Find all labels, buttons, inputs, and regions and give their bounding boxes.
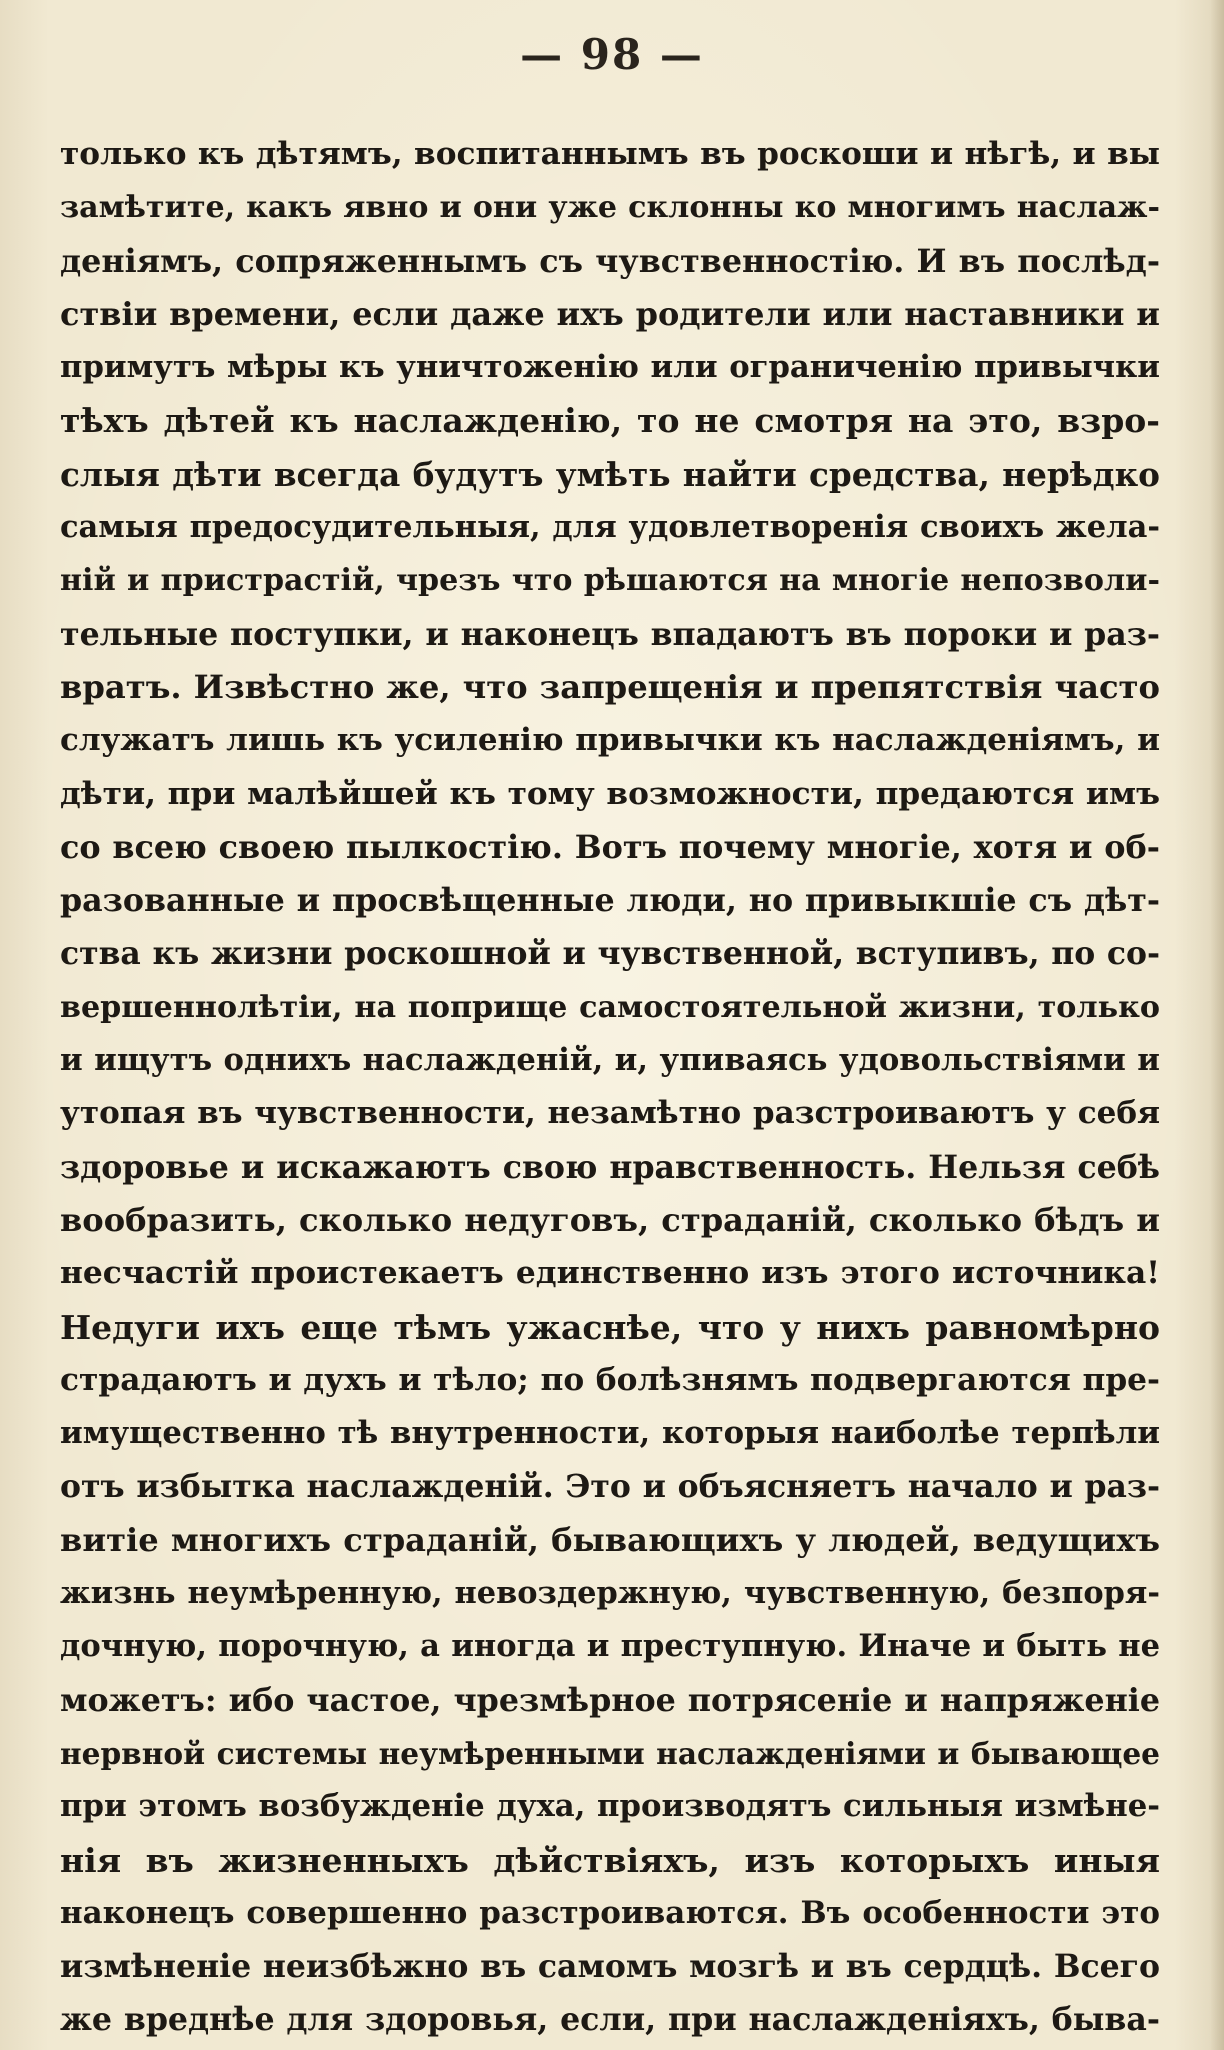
text-line: разованные и просвѣщенные люди, но привыкшіе съ дѣт-: [60, 882, 1160, 920]
text-line: жизнь неумѣренную, невоздержную, чувственную, безпоря-: [60, 1575, 1160, 1612]
text-line: измѣненіе неизбѣжно въ самомъ мозгѣ и въ сердцѣ. Всего: [60, 1948, 1160, 1986]
text-line: при этомъ возбужденіе духа, производятъ сильныя измѣне-: [60, 1788, 1160, 1825]
text-line: тельные поступки, и наконецъ впадаютъ въ пороки и раз-: [60, 615, 1160, 653]
text-line: нервной системы неумѣренными наслажденіями и бывающее: [60, 1735, 1160, 1771]
text-line: нія въ жизненныхъ дѣйствіяхъ, изъ которыхъ иныя: [60, 1840, 1160, 1880]
text-line: можетъ: ибо частое, чрезмѣрное потрясеніе и напряженіе: [60, 1681, 1160, 1719]
text-line: служатъ лишь къ усиленію привычки къ наслажденіямъ, и: [60, 722, 1160, 759]
text-line: Недуги ихъ еще тѣмъ ужаснѣе, что у нихъ равномѣрно: [60, 1307, 1160, 1347]
text-line: тѣхъ дѣтей къ наслажденію, то не смотря на это, взро-: [60, 401, 1160, 441]
text-line: деніямъ, сопряженнымъ съ чувственностію. И въ послѣд-: [60, 242, 1160, 280]
text-line: ствіи времени, если даже ихъ родители или наставники и: [60, 294, 1160, 333]
text-line: вообразить, сколько недуговъ, страданій, сколько бѣдъ и: [60, 1200, 1160, 1239]
text-line: только къ дѣтямъ, воспитаннымъ въ роскоши и нѣгѣ, и вы: [60, 136, 1160, 172]
text-line: же вреднѣе для здоровья, если, при наслажденіяхъ, быва-: [60, 2001, 1160, 2039]
text-line: слыя дѣти всегда будутъ умѣть найти средства, нерѣдко: [60, 454, 1160, 494]
text-line: и ищутъ однихъ наслажденій, и, упиваясь удовольствіями и: [60, 1042, 1160, 1079]
text-line: ній и пристрастій, чрезъ что рѣшаются на многіе непозволи-: [60, 563, 1160, 599]
text-line: имущественно тѣ внутренности, которыя наиболѣе терпѣли: [60, 1415, 1160, 1452]
text-line: наконецъ совершенно разстроиваются. Въ особенности это: [60, 1894, 1160, 1931]
text-line: самыя предосудительныя, для удовлетворенія своихъ жела-: [60, 509, 1160, 546]
text-line: несчастій проистекаетъ единственно изъ этого источника!: [60, 1255, 1160, 1292]
text-line: витіе многихъ страданій, бывающихъ у людей, ведущихъ: [60, 1520, 1160, 1559]
text-line: дочную, порочную, а иногда и преступную. Иначе и быть не: [60, 1628, 1160, 1665]
text-line: со всею своею пылкостію. Вотъ почему многіе, хотя и об-: [60, 827, 1160, 866]
text-line: здоровье и искажаютъ свою нравственность. Нельзя себѣ: [60, 1148, 1160, 1186]
text-line: примутъ мѣры къ уничтоженію или ограниченію привычки: [60, 349, 1160, 386]
text-line: дѣти, при малѣйшей къ тому возможности, предаются имъ: [60, 775, 1160, 812]
page-number: — 98 —: [520, 30, 704, 79]
text-line: утопая въ чувственности, незамѣтно разстроиваютъ у себя: [60, 1095, 1160, 1132]
text-line: вратъ. Извѣстно же, что запрещенія и препятствія часто: [60, 667, 1160, 706]
text-line: страдаютъ и духъ и тѣло; по болѣзнямъ подвергаются пре-: [60, 1361, 1160, 1398]
text-line: ства къ жизни роскошной и чувственной, вступивъ, по со-: [60, 935, 1160, 973]
text-line: замѣтите, какъ явно и они уже склонны ко многимъ наслаж-: [60, 190, 1160, 226]
text-line: вершеннолѣтіи, на поприще самостоятельной жизни, только: [60, 989, 1160, 1025]
page-edge-shadow: [1210, 0, 1224, 2050]
text-line: отъ избытка наслажденій. Это и объясняетъ начало и раз-: [60, 1468, 1160, 1506]
body-text: [60, 128, 1160, 2047]
